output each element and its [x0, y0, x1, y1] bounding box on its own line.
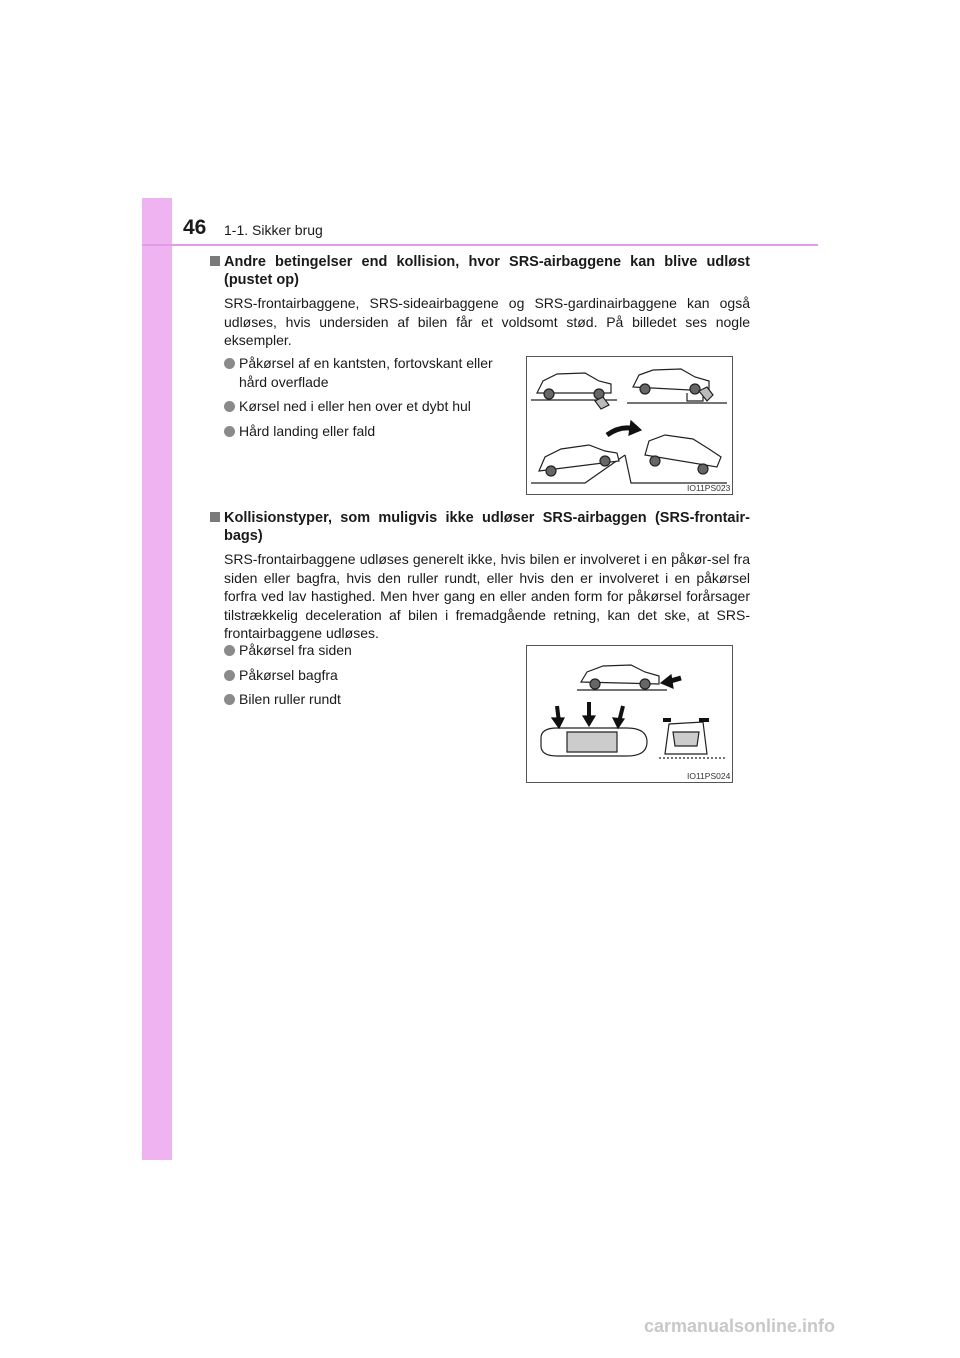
collision-types-illustration — [527, 646, 732, 782]
list-item: Hård landing eller fald — [224, 422, 514, 441]
section-body: SRS-frontairbaggene udløses generelt ikke, hvis bilen er involveret i en påkør-sel fra siden eller bagfra, hvis den ruller rundt, eller hvis den er involveret i en påkørsel forfra ved lav hastighed. Men hver gang en eller anden form for påkørsel forårsager tilstrækkelig deceleration af bilen i fremadgående retning, kan det ske, at SRS-frontairbaggene udløses. — [224, 551, 750, 641]
list-item: Kørsel ned i eller hen over et dybt hul — [224, 397, 514, 416]
bullet-list-2 — [224, 641, 494, 715]
bullet-dot-icon — [224, 645, 235, 656]
bullet-dot-icon — [224, 426, 235, 437]
section-airbag-other-conditions — [210, 253, 750, 350]
bullet-dot-icon — [224, 358, 235, 369]
watermark: carmanualsonline.info — [644, 1316, 836, 1336]
list-item: Påkørsel fra siden — [224, 641, 494, 660]
figure-collision-types — [526, 645, 733, 783]
list-item: Bilen ruller rundt — [224, 690, 494, 709]
square-bullet-icon — [210, 256, 220, 266]
car-impact-illustration — [527, 357, 732, 494]
list-item: Påkørsel bagfra — [224, 666, 494, 685]
section-heading: Andre betingelser end kollision, hvor SRS-airbaggene kan blive udløst (pustet op) — [210, 253, 750, 289]
bullet-dot-icon — [224, 670, 235, 681]
chapter-title: 1-1. Sikker brug — [224, 222, 323, 238]
list-item: Påkørsel af en kantsten, fortovskant eller hård overflade — [224, 354, 514, 391]
bullet-dot-icon — [224, 694, 235, 705]
section-body: SRS-frontairbaggene, SRS-sideairbaggene og SRS-gardinairbaggene kan også udløses, hvis undersiden af bilen får et voldsomt stød. På billedet ses nogle eksempler. — [224, 295, 750, 348]
figure-impact-examples — [526, 356, 733, 495]
section-heading: Kollisionstyper, som muligvis ikke udløser SRS-airbaggen (SRS-frontair-bags) — [210, 509, 750, 545]
bullet-list-1 — [224, 354, 514, 446]
chapter-tab-sidebar — [142, 198, 172, 1160]
page-number: 46 — [183, 216, 207, 239]
bullet-dot-icon — [224, 401, 235, 412]
square-bullet-icon — [210, 512, 220, 522]
header-rule — [142, 244, 818, 246]
section-collision-types-no-deploy — [210, 509, 750, 643]
figure-code: IO11PS024 — [687, 771, 731, 781]
figure-code: IO11PS023 — [687, 483, 731, 493]
